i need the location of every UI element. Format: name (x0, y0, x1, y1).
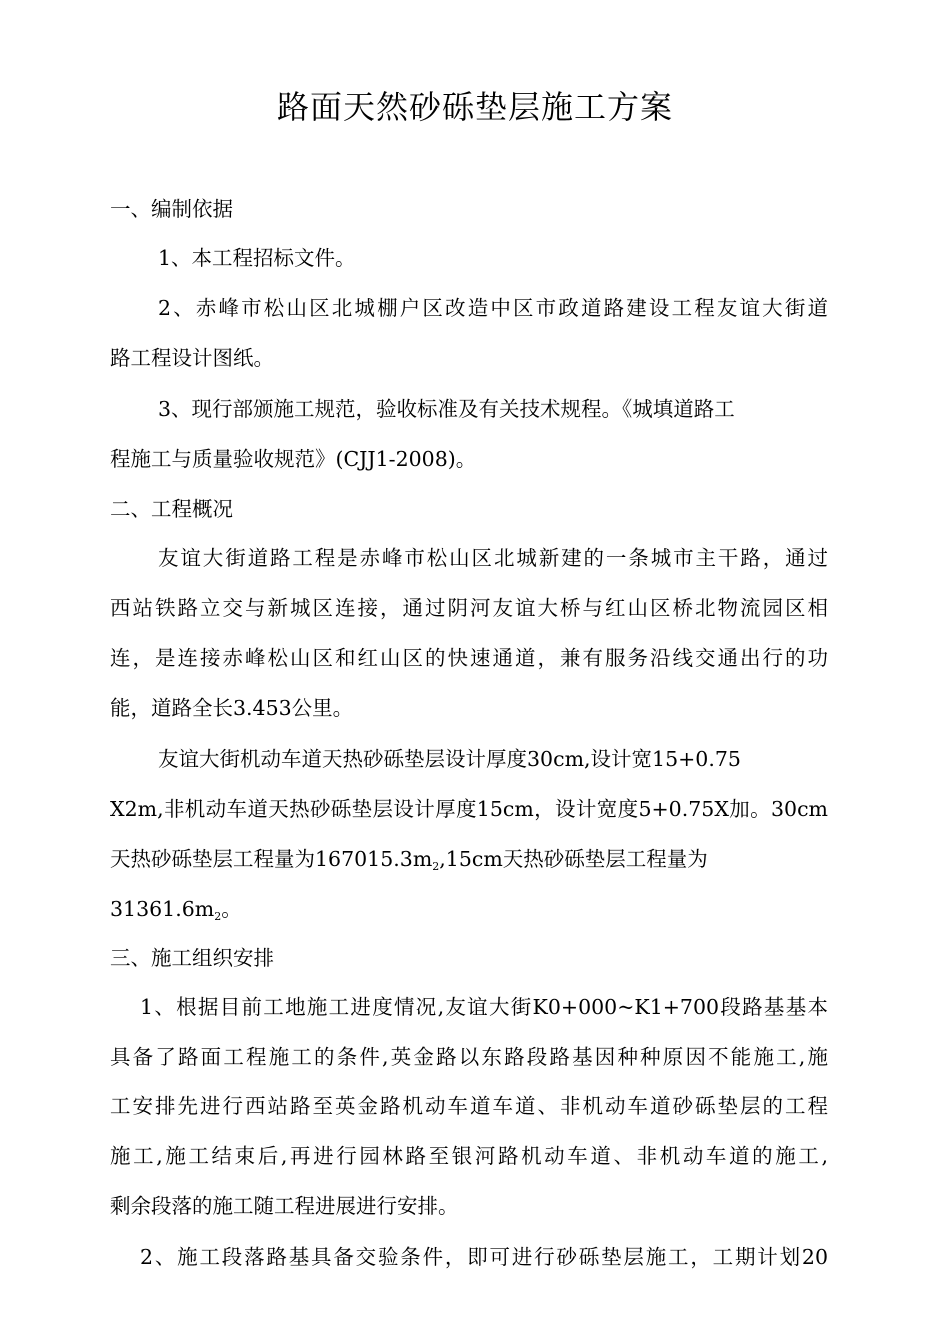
paragraph-line: 工安排先进行西站路至英金路机动车道车道、非机动车道砂砾垫层的工程 (110, 1094, 828, 1118)
paragraph-line: 2、施工段落路基具备交验条件，即可进行砂砾垫层施工，工期计划20 (140, 1245, 828, 1269)
paragraph-line: 1、本工程招标文件。 (158, 246, 356, 270)
paragraph-line: 西站铁路立交与新城区连接，通过阴河友谊大桥与红山区桥北物流园区相 (110, 596, 828, 620)
paragraph-line: 能，道路全长3.453公里。 (110, 696, 354, 720)
paragraph-line: 友谊大街机动车道天热砂砾垫层设计厚度30cm,设计宽15+0.75 (158, 747, 741, 771)
paragraph-line: 路工程设计图纸。 (110, 346, 274, 370)
paragraph-line: 天热砂砾垫层工程量为167015.3m2,15cm天热砂砾垫层工程量为 (110, 847, 708, 873)
superscript-unit: 2 (214, 910, 222, 923)
paragraph-line: 施工,施工结束后,再进行园林路至银河路机动车道、非机动车道的施工, (110, 1144, 828, 1168)
paragraph-line: 1、根据目前工地施工进度情况,友谊大街K0+000~K1+700段路基基本 (140, 995, 828, 1019)
section-heading-overview: 二、工程概况 (110, 497, 233, 521)
paragraph-line: 程施工与质量验收规范》(CJJ1-2008)。 (110, 447, 477, 471)
section-heading-organization: 三、施工组织安排 (110, 946, 274, 970)
paragraph-line: 31361.6m2。 (110, 897, 242, 923)
paragraph-line: 3、现行部颁施工规范，验收标准及有关技术规程。《城填道路工 (158, 397, 735, 421)
paragraph-line: 连，是连接赤峰松山区和红山区的快速通道，兼有服务沿线交通出行的功 (110, 646, 828, 670)
paragraph-line: 友谊大街道路工程是赤峰市松山区北城新建的一条城市主干路，通过 (158, 546, 828, 570)
paragraph-line: 具备了路面工程施工的条件,英金路以东路段路基因种种原因不能施工,施 (110, 1045, 828, 1069)
superscript-unit: 2 (432, 860, 440, 873)
section-heading-basis: 一、编制依据 (110, 197, 233, 221)
paragraph-line: 剩余段落的施工随工程进展进行安排。 (110, 1194, 459, 1218)
paragraph-line: X2m,非机动车道天热砂砾垫层设计厚度15cm，设计宽度5+0.75X加。30cm (110, 797, 828, 821)
document-title: 路面天然砂砾垫层施工方案 (276, 88, 673, 126)
paragraph-line: 2、赤峰市松山区北城棚户区改造中区市政道路建设工程友谊大街道 (158, 296, 828, 320)
